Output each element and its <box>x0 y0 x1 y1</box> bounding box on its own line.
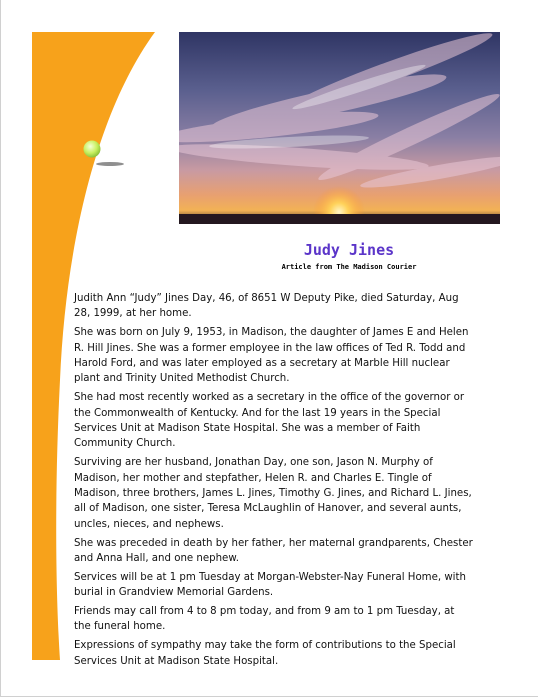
page-title: Judy Jines <box>303 241 395 259</box>
paragraph: She had most recently worked as a secretary in the office of the governor or the Commonwealth of Kentucky. And for the last 19 years in the Special Services Unit at Madison State Hospital. She was a member of Faith Community Church. <box>74 392 465 450</box>
sunset-sky-photo <box>179 32 500 224</box>
paragraph: Judith Ann “Judy” Jines Day, 46, of 8651 W Deputy Pike, died Saturday, Aug 28, 1999, at her home. <box>74 293 459 320</box>
paragraph: Services will be at 1 pm Tuesday at Morgan-Webster-Nay Funeral Home, with burial in Grandview Memorial Gardens. <box>74 571 466 599</box>
green-ball-icon <box>84 141 101 158</box>
paragraph: Friends may call from 4 to 8 pm today, and from 9 am to 1 pm Tuesday, at the funeral home. <box>74 606 455 633</box>
paragraph: She was born on July 9, 1953, in Madison, the daughter of James E and Helen R. Hill Jines. She was a former employee in the law offices of Ted R. Todd and Harold Ford, and was later employed as a secretary at Marble Hill nuclear plant and Trinity United Methodist Church. <box>74 327 469 385</box>
article-body <box>74 291 474 672</box>
article-source: Article from The Madison Courier <box>281 263 417 271</box>
paragraph: Surviving are her husband, Jonathan Day, one son, Jason N. Murphy of Madison, her mother and stepfather, Helen R. and Charles E. Tingle of Madison, three brothers, James L. Jines, Timothy G. Jines, and Richard L. Jines, all of Madison, one sister, Teresa McLaughlin of Hanover, and several aunts, uncles, nieces, and nephews. <box>74 457 472 530</box>
paragraph: She was preceded in death by her father, her maternal grandparents, Chester and Anna Hall, and one nephew. <box>74 537 473 565</box>
paragraph: Expressions of sympathy may take the form of contributions to the Special Services Unit at Madison State Hospital. <box>74 640 456 667</box>
